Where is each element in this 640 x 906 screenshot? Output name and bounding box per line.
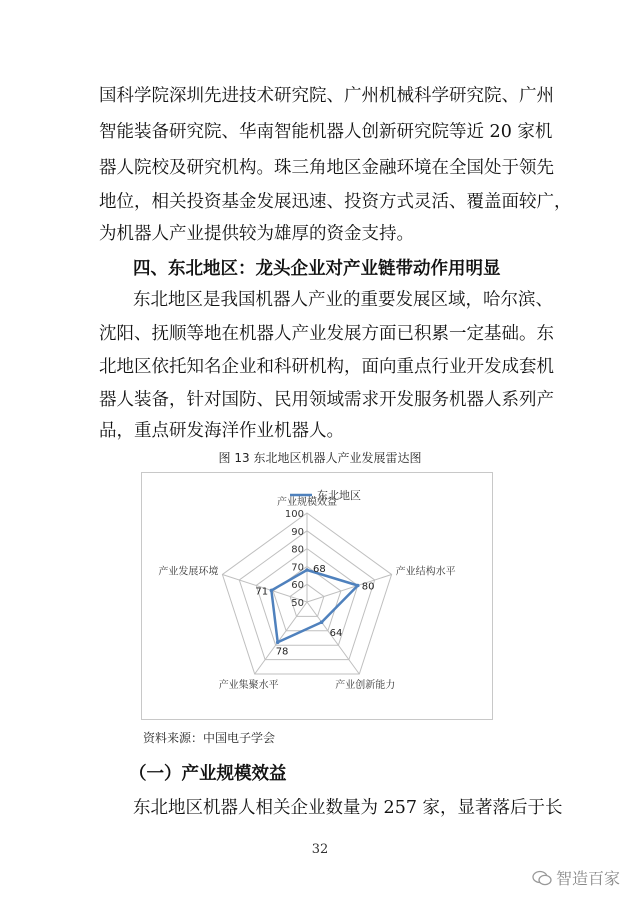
radar-axis-label: 产业集聚水平 xyxy=(218,680,279,691)
radar-series-line xyxy=(271,570,357,642)
figure-source: 资料来源：中国电子学会 xyxy=(143,731,276,745)
radar-tick-label: 60 xyxy=(291,580,304,592)
paragraph-line: 器人装备，针对国防、民用领域需求开发服务机器人系列产 xyxy=(99,390,554,410)
radar-data-label: 78 xyxy=(275,646,289,658)
radar-point xyxy=(305,568,309,572)
paragraph-line: 地位，相关投资基金发展迅速、投资方式灵活、覆盖面较广， xyxy=(99,192,572,212)
watermark xyxy=(532,866,620,889)
paragraph-line: 北地区依托知名企业和科研机构，面向重点行业开发成套机 xyxy=(99,357,554,377)
radar-axis-label: 产业发展环境 xyxy=(158,566,219,578)
radar-chart-frame xyxy=(141,472,493,720)
legend-label: 东北地区 xyxy=(317,489,361,502)
radar-point xyxy=(320,620,324,624)
paragraph-line: 国科学院深圳先进技术研究院、广州机械科学研究院、广州 xyxy=(99,86,554,106)
radar-data-label: 68 xyxy=(313,564,326,575)
radar-data-label: 64 xyxy=(329,628,343,640)
radar-data-label: 80 xyxy=(361,581,375,593)
radar-axis-label: 产业规模效益 xyxy=(277,497,337,508)
radar-tick-label: 70 xyxy=(291,562,304,574)
radar-point xyxy=(356,584,360,588)
radar-tick-labels xyxy=(285,509,304,609)
radar-series xyxy=(255,564,374,657)
section-heading: 四、东北地区：龙头企业对产业链带动作用明显 xyxy=(133,259,501,279)
radar-chart xyxy=(142,473,492,719)
figure-caption: 图 13 东北地区机器人产业发展雷达图 xyxy=(218,451,422,465)
paragraph-line: 为机器人产业提供较为雄厚的资金支持。 xyxy=(99,224,414,244)
paragraph-line: 品，重点研发海洋作业机器人。 xyxy=(99,421,344,441)
wechat-icon xyxy=(532,870,552,886)
paragraph-line: 智能装备研究院、华南智能机器人创新研究院等近 20 家机 xyxy=(99,122,553,142)
paragraph-line: 器人院校及研究机构。珠三角地区金融环境在全国处于领先 xyxy=(99,158,554,178)
subsection-heading: （一）产业规模效益 xyxy=(129,764,287,784)
radar-tick-label: 90 xyxy=(291,526,304,538)
paragraph-line: 东北地区机器人相关企业数量为 257 家，显著落后于长 xyxy=(133,798,563,818)
paragraph-line: 沈阳、抚顺等地在机器人产业发展方面已积累一定基础。东 xyxy=(99,324,554,344)
radar-tick-label: 50 xyxy=(291,598,304,609)
radar-spoke xyxy=(255,602,307,674)
radar-point xyxy=(270,589,274,593)
radar-grid xyxy=(222,513,391,674)
radar-axis-label: 产业结构水平 xyxy=(395,566,456,578)
paragraph-line: 东北地区是我国机器人产业的重要发展区域，哈尔滨、 xyxy=(133,290,553,310)
radar-data-label: 71 xyxy=(255,586,269,598)
radar-tick-label: 100 xyxy=(284,509,304,520)
watermark-text: 智造百家 xyxy=(556,869,621,888)
radar-spoke xyxy=(307,575,392,603)
radar-point xyxy=(276,641,280,645)
page-number: 32 xyxy=(311,842,329,857)
radar-axis-label: 产业创新能力 xyxy=(335,680,396,691)
radar-tick-label: 80 xyxy=(291,544,304,556)
